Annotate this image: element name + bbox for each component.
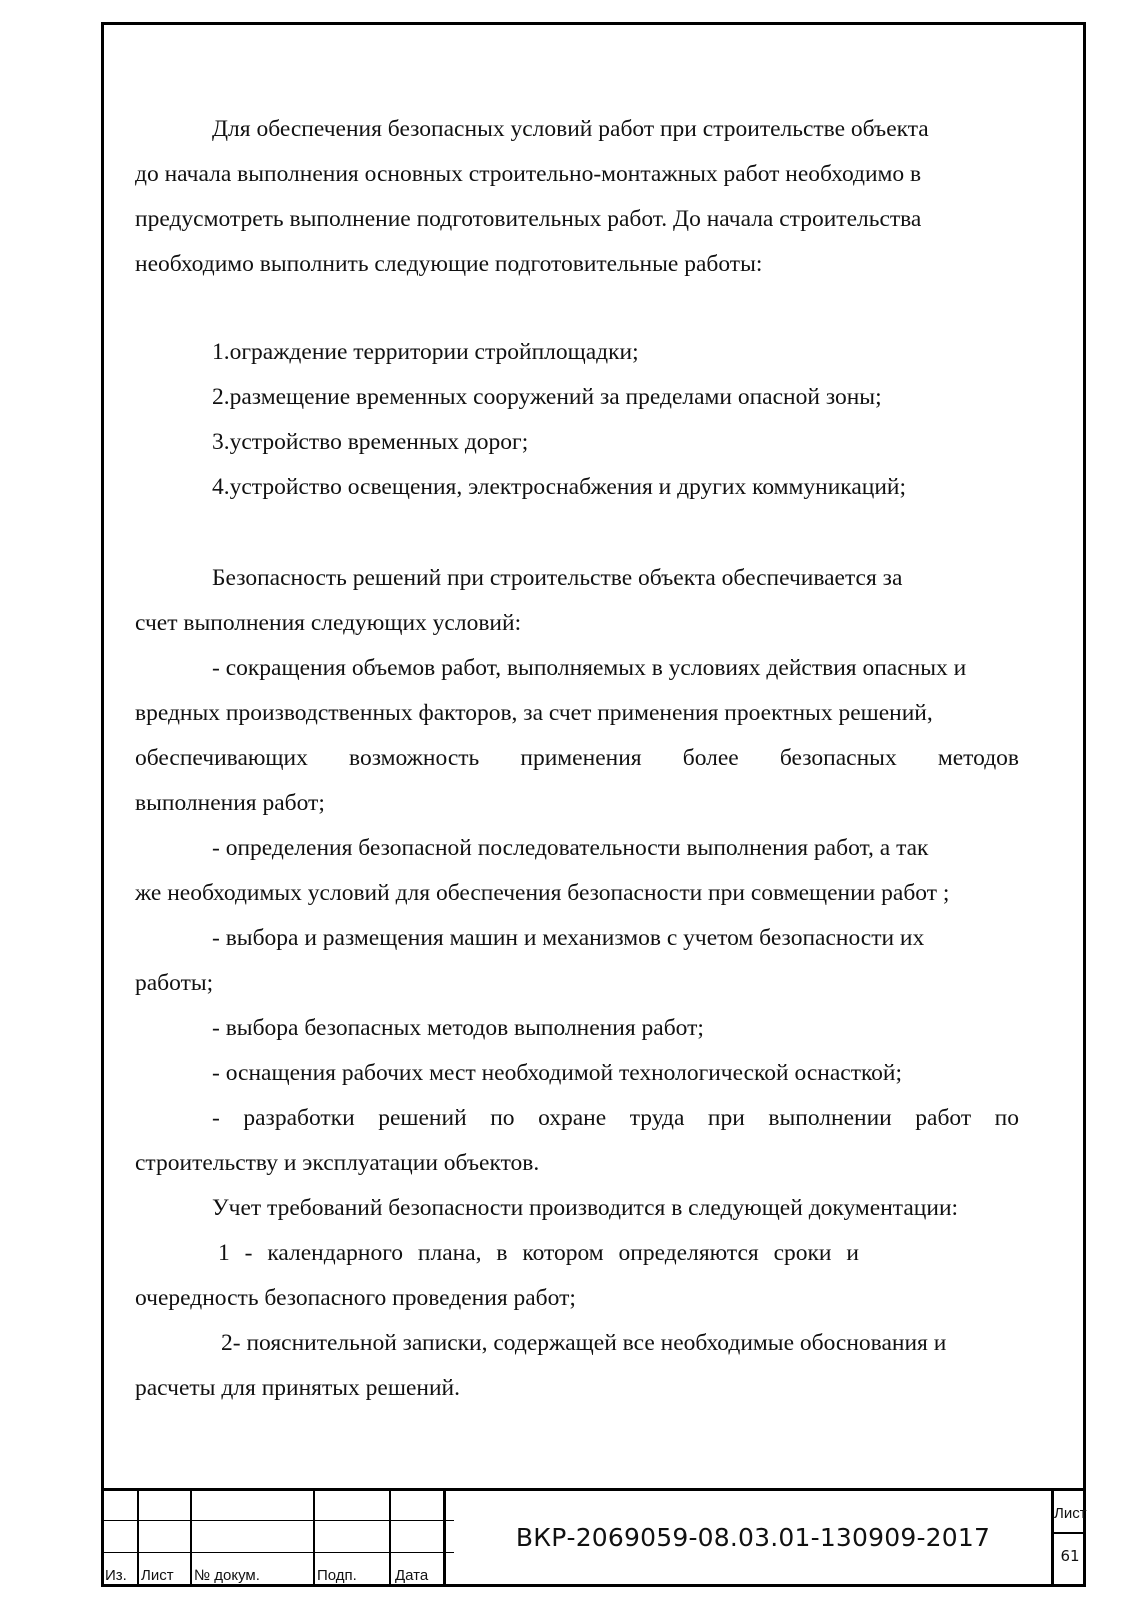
paragraph-line: необходимо выполнить следующие подготовительные работы:	[135, 251, 763, 277]
stamp-divider	[443, 1488, 446, 1587]
stamp-divider	[190, 1488, 192, 1587]
paragraph-line: - выбора и размещения машин и механизмов с учетом безопасности их	[212, 925, 925, 951]
paragraph-line: же необходимых условий для обеспечения безопасности при совмещении работ ;	[135, 880, 950, 906]
paragraph-line: - выбора безопасных методов выполнения работ;	[212, 1015, 704, 1041]
stamp-col-list: Лист	[141, 1567, 174, 1584]
list-item: 3.устройство временных дорог;	[212, 429, 529, 455]
sheet-number: 61	[1060, 1547, 1080, 1565]
paragraph-line: вредных производственных факторов, за счет применения проектных решений,	[135, 700, 933, 726]
list-item: 1.ограждение территории стройплощадки;	[212, 339, 639, 365]
list-item: 4.устройство освещения, электроснабжения и других коммуникаций;	[212, 474, 907, 500]
paragraph-line: счет выполнения следующих условий:	[135, 610, 522, 636]
paragraph-line: до начала выполнения основных строительно-монтажных работ необходимо в	[135, 161, 922, 187]
stamp-col-date: Дата	[395, 1567, 429, 1584]
stamp-divider	[137, 1488, 139, 1587]
paragraph-line: Для обеспечения безопасных условий работ при строительстве объекта	[212, 116, 929, 142]
paragraph-line: очередность безопасного проведения работ;	[135, 1285, 576, 1311]
paragraph-line: работы;	[135, 970, 214, 996]
paragraph-line: - сокращения объемов работ, выполняемых в условиях действия опасных и	[212, 655, 967, 681]
stamp-divider	[313, 1488, 315, 1587]
paragraph-line: выполнения работ;	[135, 790, 325, 816]
paragraph-line: - разработки решений по охране труда при выполнении работ по	[212, 1105, 1019, 1131]
paragraph-line: строительству и эксплуатации объектов.	[135, 1150, 540, 1176]
paragraph-line: - оснащения рабочих мест необходимой технологической оснасткой;	[212, 1060, 903, 1086]
paragraph-line: предусмотреть выполнение подготовительных работ. До начала строительства	[135, 206, 922, 232]
sheet-row-line	[1052, 1532, 1086, 1534]
stamp-col-doc-number: № докум.	[194, 1567, 260, 1584]
stamp-divider	[389, 1488, 391, 1587]
stamp-col-signature: Подп.	[317, 1567, 357, 1584]
stamp-row-line	[101, 1552, 454, 1553]
stamp-row-line	[101, 1520, 454, 1521]
document-code: ВКР-2069059-08.03.01-130909-2017	[515, 1523, 991, 1552]
list-item: 2.размещение временных сооружений за пределами опасной зоны;	[212, 384, 882, 410]
paragraph-line: 1 - календарного плана, в котором определяются сроки и	[218, 1240, 859, 1266]
stamp-col-izm: Из.	[105, 1567, 127, 1584]
paragraph-line: Учет требований безопасности производится в следующей документации:	[212, 1195, 959, 1221]
paragraph-line: расчеты для принятых решений.	[135, 1375, 460, 1401]
paragraph-line: - определения безопасной последовательности выполнения работ, а так	[212, 835, 929, 861]
paragraph-line: обеспечивающих возможность применения более безопасных методов	[135, 745, 1019, 771]
paragraph-line: Безопасность решений при строительстве объекта обеспечивается за	[212, 565, 903, 591]
paragraph-line: 2- пояснительной записки, содержащей все необходимые обоснования и	[221, 1330, 947, 1356]
sheet-label: Лист	[1054, 1505, 1087, 1522]
